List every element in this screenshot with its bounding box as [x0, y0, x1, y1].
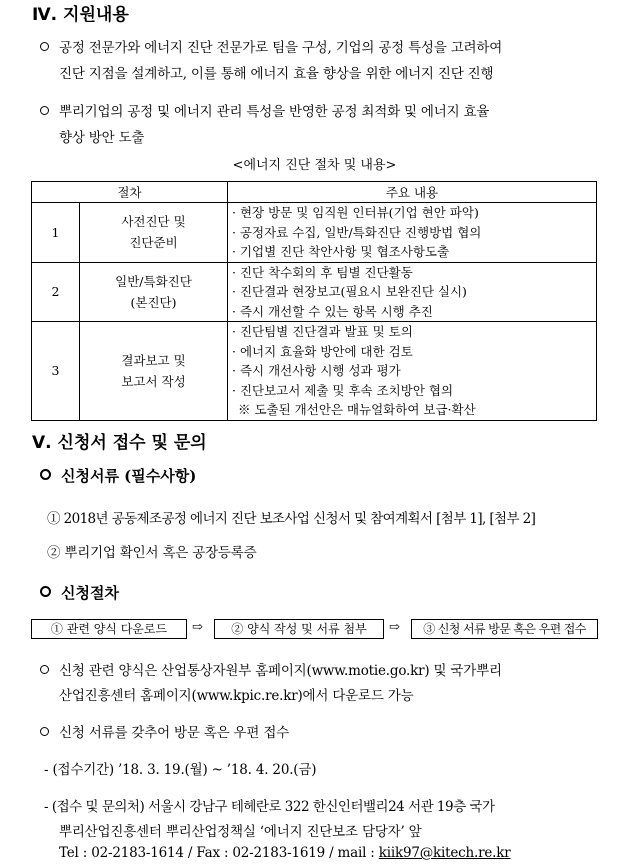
table-caption: <에너지 진단 절차 및 내용>	[232, 158, 397, 173]
section-heading-5: Ⅴ. 신청서 접수 및 문의	[32, 433, 207, 453]
circle-bullet-icon	[40, 727, 49, 736]
step-2-fill-form: ② 양식 작성 및 서류 첨부	[214, 619, 384, 639]
contact-address: - (접수 및 문의처) 서울시 강남구 테헤란로 322 한신인터밸리24 서관 19층 국가	[44, 799, 495, 815]
arrow-right-icon: ⇨	[192, 620, 203, 635]
tel-fax-text: Tel : 02-2183-1614 / Fax : 02-2183-1619 / mail :	[59, 845, 379, 861]
header-contents: 주요 내용	[228, 182, 597, 203]
step-3-submit: ③ 신청 서류 방문 혹은 우편 접수	[411, 619, 598, 639]
section-heading-4: Ⅳ. 지원내용	[32, 5, 129, 25]
bullet-item	[40, 100, 489, 120]
procedure-table	[31, 181, 597, 421]
bullet-text-cont: 향상 방안 도출	[59, 130, 145, 146]
step-1-download: ① 관련 양식 다운로드	[31, 619, 187, 639]
row-number: 2	[32, 262, 80, 322]
procedure-title: 신청절차	[40, 582, 119, 603]
row-items: · 진단팀별 진단결과 발표 및 토의 · 에너지 효율화 방안에 대한 검토 · 즉시 개선사항 시행 성과 평가 · 진단보고서 제출 및 후속 조치방안 협의 ※ 도출된 개선안은 매뉴얼화하여 보급·확산	[228, 322, 597, 421]
row-step: 일반/특화진단 (본진단)	[80, 262, 228, 322]
required-doc-1: ① 2018년 공동제조공정 에너지 진단 보조사업 신청서 및 참여계획서 [첨부 1], [첨부 2]	[47, 511, 536, 527]
table-row	[32, 322, 597, 421]
bullet-item: 신청 서류를 갖추어 방문 혹은 우편 접수	[40, 721, 289, 741]
circle-bullet-icon	[40, 665, 49, 674]
row-number: 3	[32, 322, 80, 421]
contact-phone-line	[59, 845, 510, 861]
row-step: 결과보고 및 보고서 작성	[80, 322, 228, 421]
row-items: · 진단 착수회의 후 팀별 진단활동 · 진단결과 현장보고(필요시 보완진단 실시) · 즉시 개선할 수 있는 항목 시행 추진	[228, 262, 597, 322]
bullet-text: 뿌리기업의 공정 및 에너지 관리 특성을 반영한 공정 최적화 및 에너지 효율	[59, 104, 490, 120]
bullet-text-cont: 진단 지점을 설계하고, 이를 통해 에너지 효율 향상을 위한 에너지 진단 진행	[59, 66, 494, 82]
reception-period: - (접수기간) ’18. 3. 19.(월) ~ ’18. 4. 20.(금)	[44, 762, 317, 778]
required-doc-2: ② 뿌리기업 확인서 혹은 공장등록증	[47, 545, 257, 561]
table-row	[32, 203, 597, 263]
circle-bullet-icon	[40, 106, 49, 115]
header-procedure: 절차	[32, 182, 228, 203]
circle-bullet-icon	[40, 586, 51, 597]
circle-bullet-icon	[40, 469, 51, 480]
row-number: 1	[32, 203, 80, 263]
row-step: 사전진단 및 진단준비	[80, 203, 228, 263]
table-header-row	[32, 182, 597, 203]
email-link[interactable]: kiik97@kitech.re.kr	[378, 845, 511, 861]
bullet-text-cont: 산업진흥센터 홈페이지(www.kpic.re.kr)에서 다운로드 가능	[59, 688, 414, 704]
row-items: · 현장 방문 및 임직원 인터뷰(기업 현안 파악) · 공정자료 수집, 일반/특화진단 진행방법 협의 · 기업별 진단 착안사항 및 협조사항도출	[228, 203, 597, 263]
arrow-right-icon: ⇨	[389, 620, 400, 635]
contact-address-cont: 뿌리산업진흥센터 뿌리산업정책실 ‘에너지 진단보조 담당자’ 앞	[59, 824, 422, 840]
bullet-item	[40, 36, 502, 56]
table-row	[32, 262, 597, 322]
bullet-text: 공정 전문가와 에너지 진단 전문가로 팀을 구성, 기업의 공정 특성을 고려하여	[59, 40, 503, 56]
docs-title: 신청서류 (필수사항)	[40, 465, 196, 486]
circle-bullet-icon	[40, 42, 49, 51]
bullet-item: 신청 관련 양식은 산업통상자원부 홈페이지(www.motie.go.kr) 및 국가뿌리	[40, 659, 502, 679]
